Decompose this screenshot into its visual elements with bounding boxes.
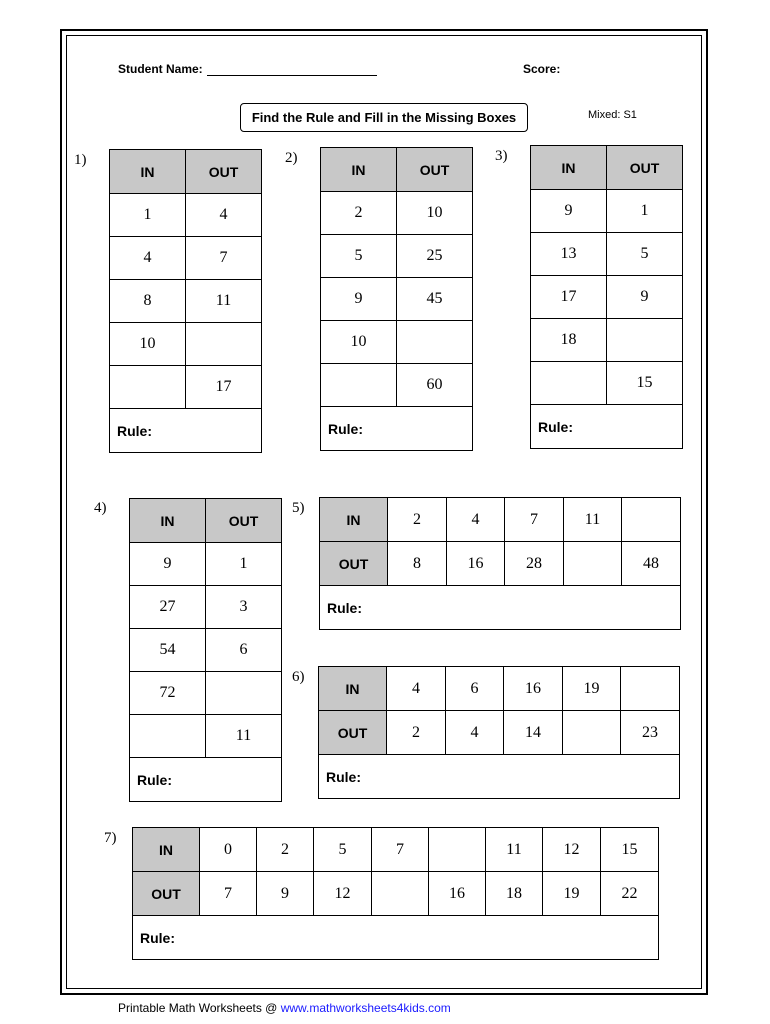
problem-7-number: 7) (104, 830, 117, 846)
in-cell: 4 (387, 667, 446, 711)
problem-2-table (320, 147, 473, 451)
out-cell: 9 (257, 872, 314, 916)
in-cell: 11 (564, 498, 622, 542)
student-name-line[interactable] (207, 63, 377, 76)
out-cell: 1 (206, 543, 282, 586)
answer-cell[interactable] (186, 323, 262, 366)
out-cell: 15 (607, 362, 683, 405)
out-cell: 4 (186, 194, 262, 237)
in-cell: 12 (543, 828, 601, 872)
out-cell: 10 (397, 192, 473, 235)
out-cell: 12 (314, 872, 372, 916)
out-cell: 7 (186, 237, 262, 280)
footer-link[interactable]: www.mathworksheets4kids.com (280, 1001, 451, 1015)
problem-3-number: 3) (495, 148, 508, 164)
in-cell: 19 (563, 667, 621, 711)
rule-field[interactable]: Rule: (320, 586, 681, 630)
out-cell: 14 (504, 711, 563, 755)
out-header: OUT (320, 542, 388, 586)
answer-cell[interactable] (564, 542, 622, 586)
in-cell: 1 (110, 194, 186, 237)
problem-5-number: 5) (292, 500, 305, 516)
out-cell: 6 (206, 629, 282, 672)
in-cell: 7 (505, 498, 564, 542)
in-cell: 18 (531, 319, 607, 362)
mixed-code: Mixed: S1 (588, 109, 637, 121)
rule-field[interactable]: Rule: (319, 755, 680, 799)
out-cell: 7 (200, 872, 257, 916)
problem-7-table (132, 827, 659, 960)
in-cell: 54 (130, 629, 206, 672)
in-cell: 10 (321, 321, 397, 364)
in-cell: 13 (531, 233, 607, 276)
answer-cell[interactable] (397, 321, 473, 364)
rule-field[interactable]: Rule: (130, 758, 282, 802)
out-cell: 19 (543, 872, 601, 916)
in-header: IN (110, 150, 186, 194)
out-cell: 16 (447, 542, 505, 586)
problem-1-table (109, 149, 262, 453)
rule-field[interactable]: Rule: (321, 407, 473, 451)
out-cell: 23 (621, 711, 680, 755)
out-header: OUT (206, 499, 282, 543)
answer-cell[interactable] (563, 711, 621, 755)
answer-cell[interactable] (607, 319, 683, 362)
out-cell: 28 (505, 542, 564, 586)
in-cell: 9 (321, 278, 397, 321)
out-cell: 11 (186, 280, 262, 323)
in-cell: 8 (110, 280, 186, 323)
out-cell: 48 (622, 542, 681, 586)
out-cell: 11 (206, 715, 282, 758)
in-cell: 6 (446, 667, 504, 711)
answer-cell[interactable] (130, 715, 206, 758)
in-header: IN (321, 148, 397, 192)
in-header: IN (320, 498, 388, 542)
footer (118, 1001, 451, 1015)
answer-cell[interactable] (622, 498, 681, 542)
answer-cell[interactable] (372, 872, 429, 916)
in-cell: 4 (447, 498, 505, 542)
rule-field[interactable]: Rule: (531, 405, 683, 449)
in-cell: 7 (372, 828, 429, 872)
in-cell: 27 (130, 586, 206, 629)
out-cell: 45 (397, 278, 473, 321)
out-cell: 3 (206, 586, 282, 629)
problem-3-table (530, 145, 683, 449)
in-cell: 4 (110, 237, 186, 280)
problem-6-number: 6) (292, 669, 305, 685)
out-header: OUT (607, 146, 683, 190)
out-cell: 9 (607, 276, 683, 319)
out-cell: 60 (397, 364, 473, 407)
out-header: OUT (397, 148, 473, 192)
in-cell: 0 (200, 828, 257, 872)
out-header: OUT (133, 872, 200, 916)
in-cell: 2 (257, 828, 314, 872)
student-name-field (118, 62, 377, 76)
answer-cell[interactable] (621, 667, 680, 711)
in-cell: 15 (601, 828, 659, 872)
answer-cell[interactable] (531, 362, 607, 405)
in-cell: 10 (110, 323, 186, 366)
score-label: Score: (523, 62, 561, 76)
in-header: IN (531, 146, 607, 190)
in-cell: 9 (130, 543, 206, 586)
in-cell: 16 (504, 667, 563, 711)
out-cell: 5 (607, 233, 683, 276)
answer-cell[interactable] (206, 672, 282, 715)
answer-cell[interactable] (429, 828, 486, 872)
out-cell: 2 (387, 711, 446, 755)
in-header: IN (133, 828, 200, 872)
out-cell: 8 (388, 542, 447, 586)
out-cell: 1 (607, 190, 683, 233)
student-name-label: Student Name: (118, 62, 203, 76)
out-cell: 18 (486, 872, 543, 916)
out-cell: 17 (186, 366, 262, 409)
out-cell: 22 (601, 872, 659, 916)
in-cell: 2 (388, 498, 447, 542)
in-cell: 9 (531, 190, 607, 233)
out-cell: 16 (429, 872, 486, 916)
problem-4-table (129, 498, 282, 802)
in-cell: 17 (531, 276, 607, 319)
problem-2-number: 2) (285, 150, 298, 166)
out-header: OUT (186, 150, 262, 194)
out-header: OUT (319, 711, 387, 755)
footer-text: Printable Math Worksheets @ (118, 1001, 281, 1015)
in-cell: 5 (321, 235, 397, 278)
in-cell: 5 (314, 828, 372, 872)
in-header: IN (319, 667, 387, 711)
answer-cell[interactable] (110, 366, 186, 409)
problem-5-table (319, 497, 681, 630)
in-header: IN (130, 499, 206, 543)
out-cell: 4 (446, 711, 504, 755)
in-cell: 11 (486, 828, 543, 872)
rule-field[interactable]: Rule: (133, 916, 659, 960)
out-cell: 25 (397, 235, 473, 278)
in-cell: 2 (321, 192, 397, 235)
in-cell: 72 (130, 672, 206, 715)
worksheet-title: Find the Rule and Fill in the Missing Boxes (240, 103, 528, 132)
answer-cell[interactable] (321, 364, 397, 407)
problem-6-table (318, 666, 680, 799)
rule-field[interactable]: Rule: (110, 409, 262, 453)
problem-4-number: 4) (94, 500, 107, 516)
problem-1-number: 1) (74, 152, 87, 168)
